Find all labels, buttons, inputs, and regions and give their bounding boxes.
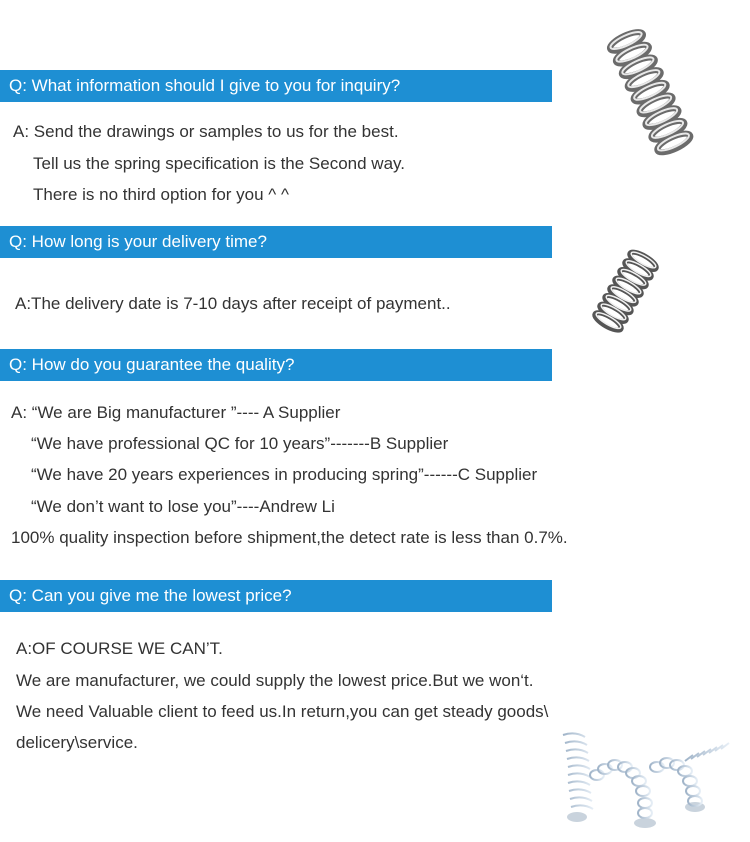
faq-question-1: Q: What information should I give to you for inquiry? [0, 70, 552, 102]
faq-answer-1-line-2: Tell us the spring specification is the Second way. [33, 154, 405, 173]
faq-question-4: Q: Can you give me the lowest price? [0, 580, 552, 612]
faq-answer-4-line-3: We need Valuable client to feed us.In return,you can get steady goods\ [16, 702, 549, 721]
faq-question-2: Q: How long is your delivery time? [0, 226, 552, 258]
faq-answer-4-line-4: delicery\service. [16, 733, 138, 752]
faq-answer-3-line-5: 100% quality inspection before shipment,the detect rate is less than 0.7%. [11, 528, 568, 547]
faq-answer-3-line-2: “We have professional QC for 10 years”-------B Supplier [31, 434, 449, 453]
compression-spring-icon [598, 24, 704, 164]
small-spring-icon [588, 248, 662, 336]
faq-answer-1-line-1: A: Send the drawings or samples to us for the best. [13, 122, 399, 141]
faq-answer-4-line-2: We are manufacturer, we could supply the lowest price.But we won‘t. [16, 671, 534, 690]
faq-answer-3-line-4: “We don’t want to lose you”----Andrew Li [31, 497, 335, 516]
faq-answer-4-line-1: A:OF COURSE WE CAN’T. [16, 639, 223, 658]
faq-answer-3-line-3: “We have 20 years experiences in producing spring”------C Supplier [31, 465, 538, 484]
faq-answer-1-line-3: There is no third option for you ^ ^ [33, 185, 289, 204]
faq-answer-2-line-1: A:The delivery date is 7-10 days after receipt of payment.. [15, 294, 451, 313]
faq-question-3: Q: How do you guarantee the quality? [0, 349, 552, 381]
spring-group-icon [535, 725, 735, 835]
faq-answer-3-line-1: A: “We are Big manufacturer ”---- A Supplier [11, 403, 341, 422]
